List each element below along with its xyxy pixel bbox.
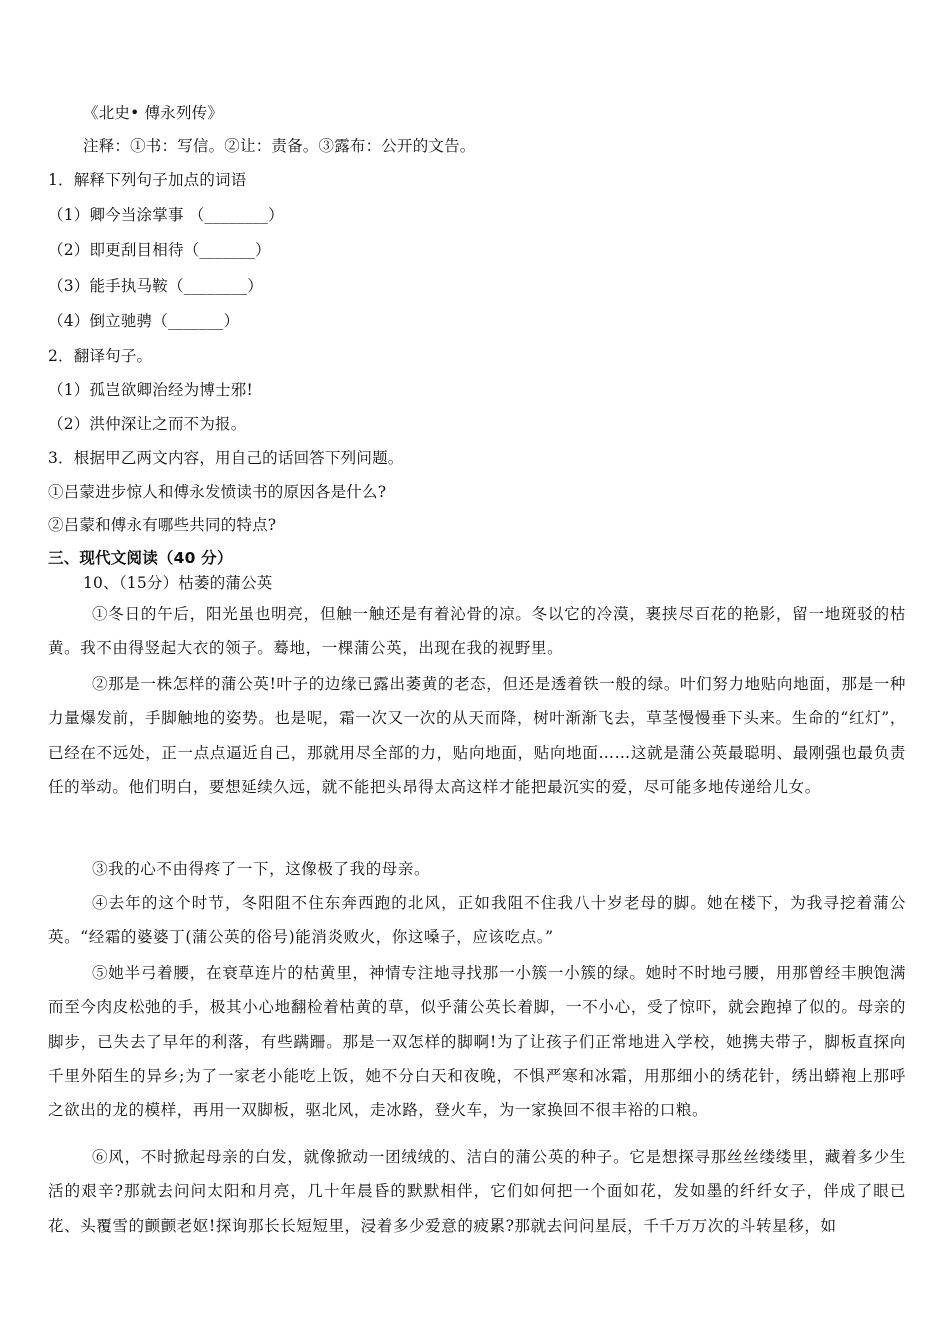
passage-paragraph: ①冬日的午后，阳光虽也明亮，但触一触还是有着沁骨的凉。冬以它的冷漠，裹挟尽百花的艳影，留一地斑驳的枯黄。我不由得竖起大衣的领子。蓦地，一棵蒲公英，出现在我的视野里。 — [48, 605, 906, 658]
passage-paragraph: ⑤她半弓着腰，在衰草连片的枯黄里，神情专注地寻找那一小簇一小簇的绿。她时不时地弓腰，用那曾经丰腴饱满而至今肉皮松弛的手，极其小心地翻检着枯黄的草，似乎蒲公英长着脚，一不小心，受了惊吓，就会跑掉了似的。母亲的脚步，已失去了早年的利落，有些蹒跚。那是一双怎样的脚啊!为了让孩子们正常地进入学校，她携夫带子，脚板直探向千里外陌生的异乡;为了一家老小能吃上饭，她不分白天和夜晚，不惧严寒和冰霜，用那细小的绣花针，绣出蟒袍上那呼之欲出的龙的模样，再用一双脚板，驱北风，走冰路，登火车，为一家换回不很丰裕的口粮。 — [48, 964, 906, 1120]
question-1-item: （4）倒立驰骋（_______） — [48, 312, 240, 330]
passage-paragraph: ⑥风，不时掀起母亲的白发，就像掀动一团绒绒的、洁白的蒲公英的种子。它是想探寻那丝丝缕缕里，藏着多少生活的艰辛?那就去问问太阳和月亮，几十年晨昏的默默相伴，它们如何把一个面如花，发如墨的纤纤女子，伴成了眼已花、头覆雪的颤颤老妪!探询那长长短短里，浸着多少爱意的疲累?那就去问问星辰，千千万万次的斗转星移，如 — [48, 1148, 906, 1235]
question-3-title: 3．根据甲乙两文内容，用自己的话回答下列问题。 — [48, 449, 404, 467]
passage-paragraph: ③我的心不由得疼了一下，这像极了我的母亲。 — [92, 860, 431, 878]
question-1-title: 1．解释下列句子加点的词语 — [48, 171, 247, 189]
question-2-title: 2．翻译句子。 — [48, 347, 153, 365]
passage-paragraph: ④去年的这个时节，冬阳阻不住东奔西跑的北风，正如我阻不住我八十岁老母的脚。她在楼下，为我寻挖着蒲公英。“经霜的婆婆丁(蒲公英的俗号)能消炎败火，你这嗓子，应该吃点。” — [48, 894, 906, 947]
section-heading: 三、现代文阅读（40 分） — [48, 549, 233, 567]
passage-paragraph: ②那是一株怎样的蒲公英!叶子的边缘已露出萎黄的老态，但还是透着铁一般的绿。叶们努力地贴向地面，那是一种力量爆发前，手脚触地的姿势。也是呢，霜一次又一次的从天而降，树叶渐渐飞去，草茎慢慢垂下头来。生命的“红灯”，已经在不远处，正一点点逼近自己，那就用尽全部的力，贴向地面，贴向地面……这就是蒲公英最聪明、最刚强也最负责任的举动。他们明白，要想延续久远，就不能把头昂得太高这样才能把最沉实的爱，尽可能多地传递给儿女。 — [48, 675, 906, 796]
question-3-item: ①吕蒙进步惊人和傅永发愤读书的原因各是什么? — [48, 483, 387, 501]
question-3-item: ②吕蒙和傅永有哪些共同的特点? — [48, 516, 277, 534]
source-citation: 《北史• 傅永列传》 — [83, 104, 224, 122]
question-1-item: （2）即更刮目相待（_______） — [48, 241, 271, 259]
question-1-item: （3）能手执马鞍（________） — [48, 277, 263, 295]
question-2-item: （2）洪仲深让之而不为报。 — [48, 415, 247, 433]
question-2-item: （1）孤岂欲卿治经为博士邪! — [48, 381, 253, 399]
reading-question-title: 10、（15分）枯萎的蒲公英 — [83, 574, 273, 592]
annotation-notes: 注释：①书：写信。②让：责备。③露布：公开的文告。 — [83, 137, 476, 155]
question-1-item: （1）卿今当涂掌事 （________） — [48, 206, 284, 224]
